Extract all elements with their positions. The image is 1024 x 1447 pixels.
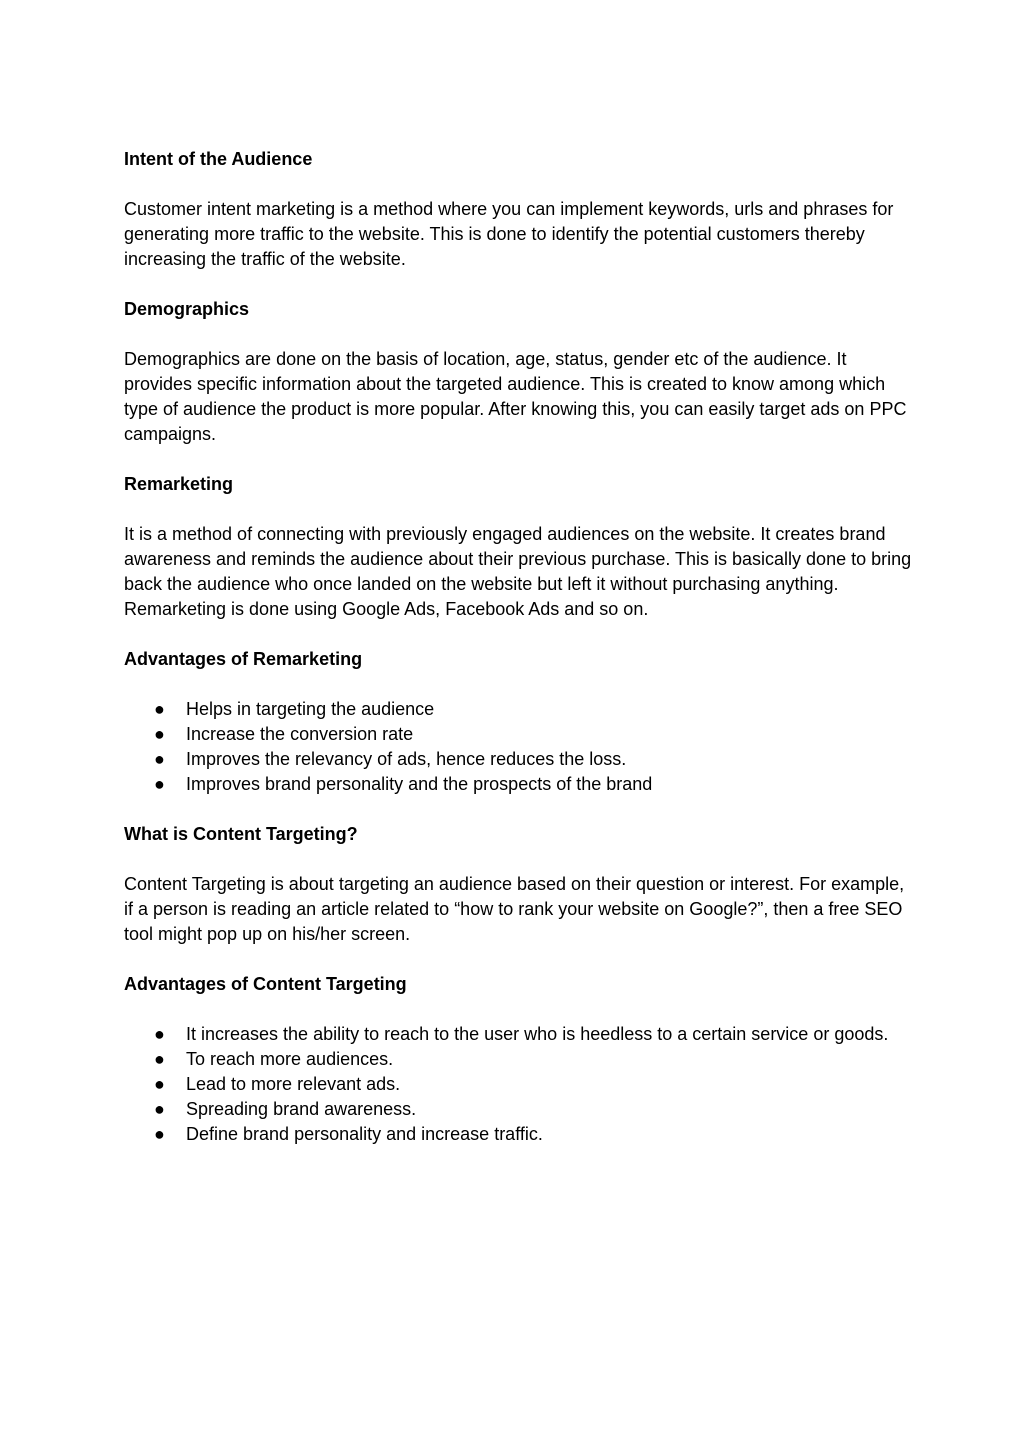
section-heading: Demographics — [124, 299, 250, 319]
bullet-icon: ● — [154, 1049, 165, 1069]
list-item-text: Improves the relevancy of ads, hence reduces the loss. — [186, 749, 627, 769]
bullet-icon: ● — [154, 774, 165, 794]
section-paragraph: Customer intent marketing is a method where you can implement keywords, urls and phrases for generating more traffic to the website. This is done to identify the potential customers thereby increasing the traffic of the website. — [124, 199, 894, 269]
list-item-text: Lead to more relevant ads. — [186, 1074, 401, 1094]
section-paragraph: It is a method of connecting with previously engaged audiences on the website. It creates brand awareness and reminds the audience about their previous purchase. This is basically done to bring back the audience who once landed on the website but left it without purchasing anything. Remarketing is done using Google Ads, Facebook Ads and so on. — [124, 524, 912, 619]
bullet-icon: ● — [154, 699, 165, 719]
list-item — [124, 1047, 914, 1072]
section-heading: Advantages of Remarketing — [124, 649, 363, 669]
list-item — [124, 697, 914, 722]
bullet-icon: ● — [154, 1074, 165, 1094]
bullet-icon: ● — [154, 1099, 165, 1119]
list-item — [124, 1097, 914, 1122]
list-item — [124, 1072, 914, 1097]
bullet-icon: ● — [154, 724, 165, 744]
section-heading: What is Content Targeting? — [124, 824, 358, 844]
list-item — [124, 1122, 914, 1147]
bullet-icon: ● — [154, 749, 165, 769]
bullet-icon: ● — [154, 1124, 165, 1144]
list-item — [124, 1022, 914, 1047]
list-item-text: Increase the conversion rate — [186, 724, 414, 744]
bullet-icon: ● — [154, 1024, 165, 1044]
list-item-text: To reach more audiences. — [186, 1049, 394, 1069]
section-heading: Intent of the Audience — [124, 149, 313, 169]
section-heading: Advantages of Content Targeting — [124, 974, 407, 994]
bullet-list — [124, 1022, 914, 1147]
section-heading: Remarketing — [124, 474, 234, 494]
bullet-list — [124, 697, 914, 797]
list-item — [124, 772, 914, 797]
list-item-text: Spreading brand awareness. — [186, 1099, 417, 1119]
list-item — [124, 747, 914, 772]
list-item-text: Improves brand personality and the prospects of the brand — [186, 774, 653, 794]
list-item-text: Define brand personality and increase traffic. — [186, 1124, 543, 1144]
list-item-text: It increases the ability to reach to the user who is heedless to a certain service or goods. — [186, 1024, 889, 1044]
list-item-text: Helps in targeting the audience — [186, 699, 435, 719]
list-item — [124, 722, 914, 747]
section-paragraph: Demographics are done on the basis of location, age, status, gender etc of the audience. It provides specific information about the targeted audience. This is created to know among which type of audience the product is more popular. After knowing this, you can easily target ads on PPC campaigns. — [124, 349, 907, 444]
section-paragraph: Content Targeting is about targeting an audience based on their question or interest. For example, if a person is reading an article related to “how to rank your website on Google?”, then a free SEO tool might pop up on his/her screen. — [124, 874, 905, 944]
document-page — [124, 147, 914, 1172]
